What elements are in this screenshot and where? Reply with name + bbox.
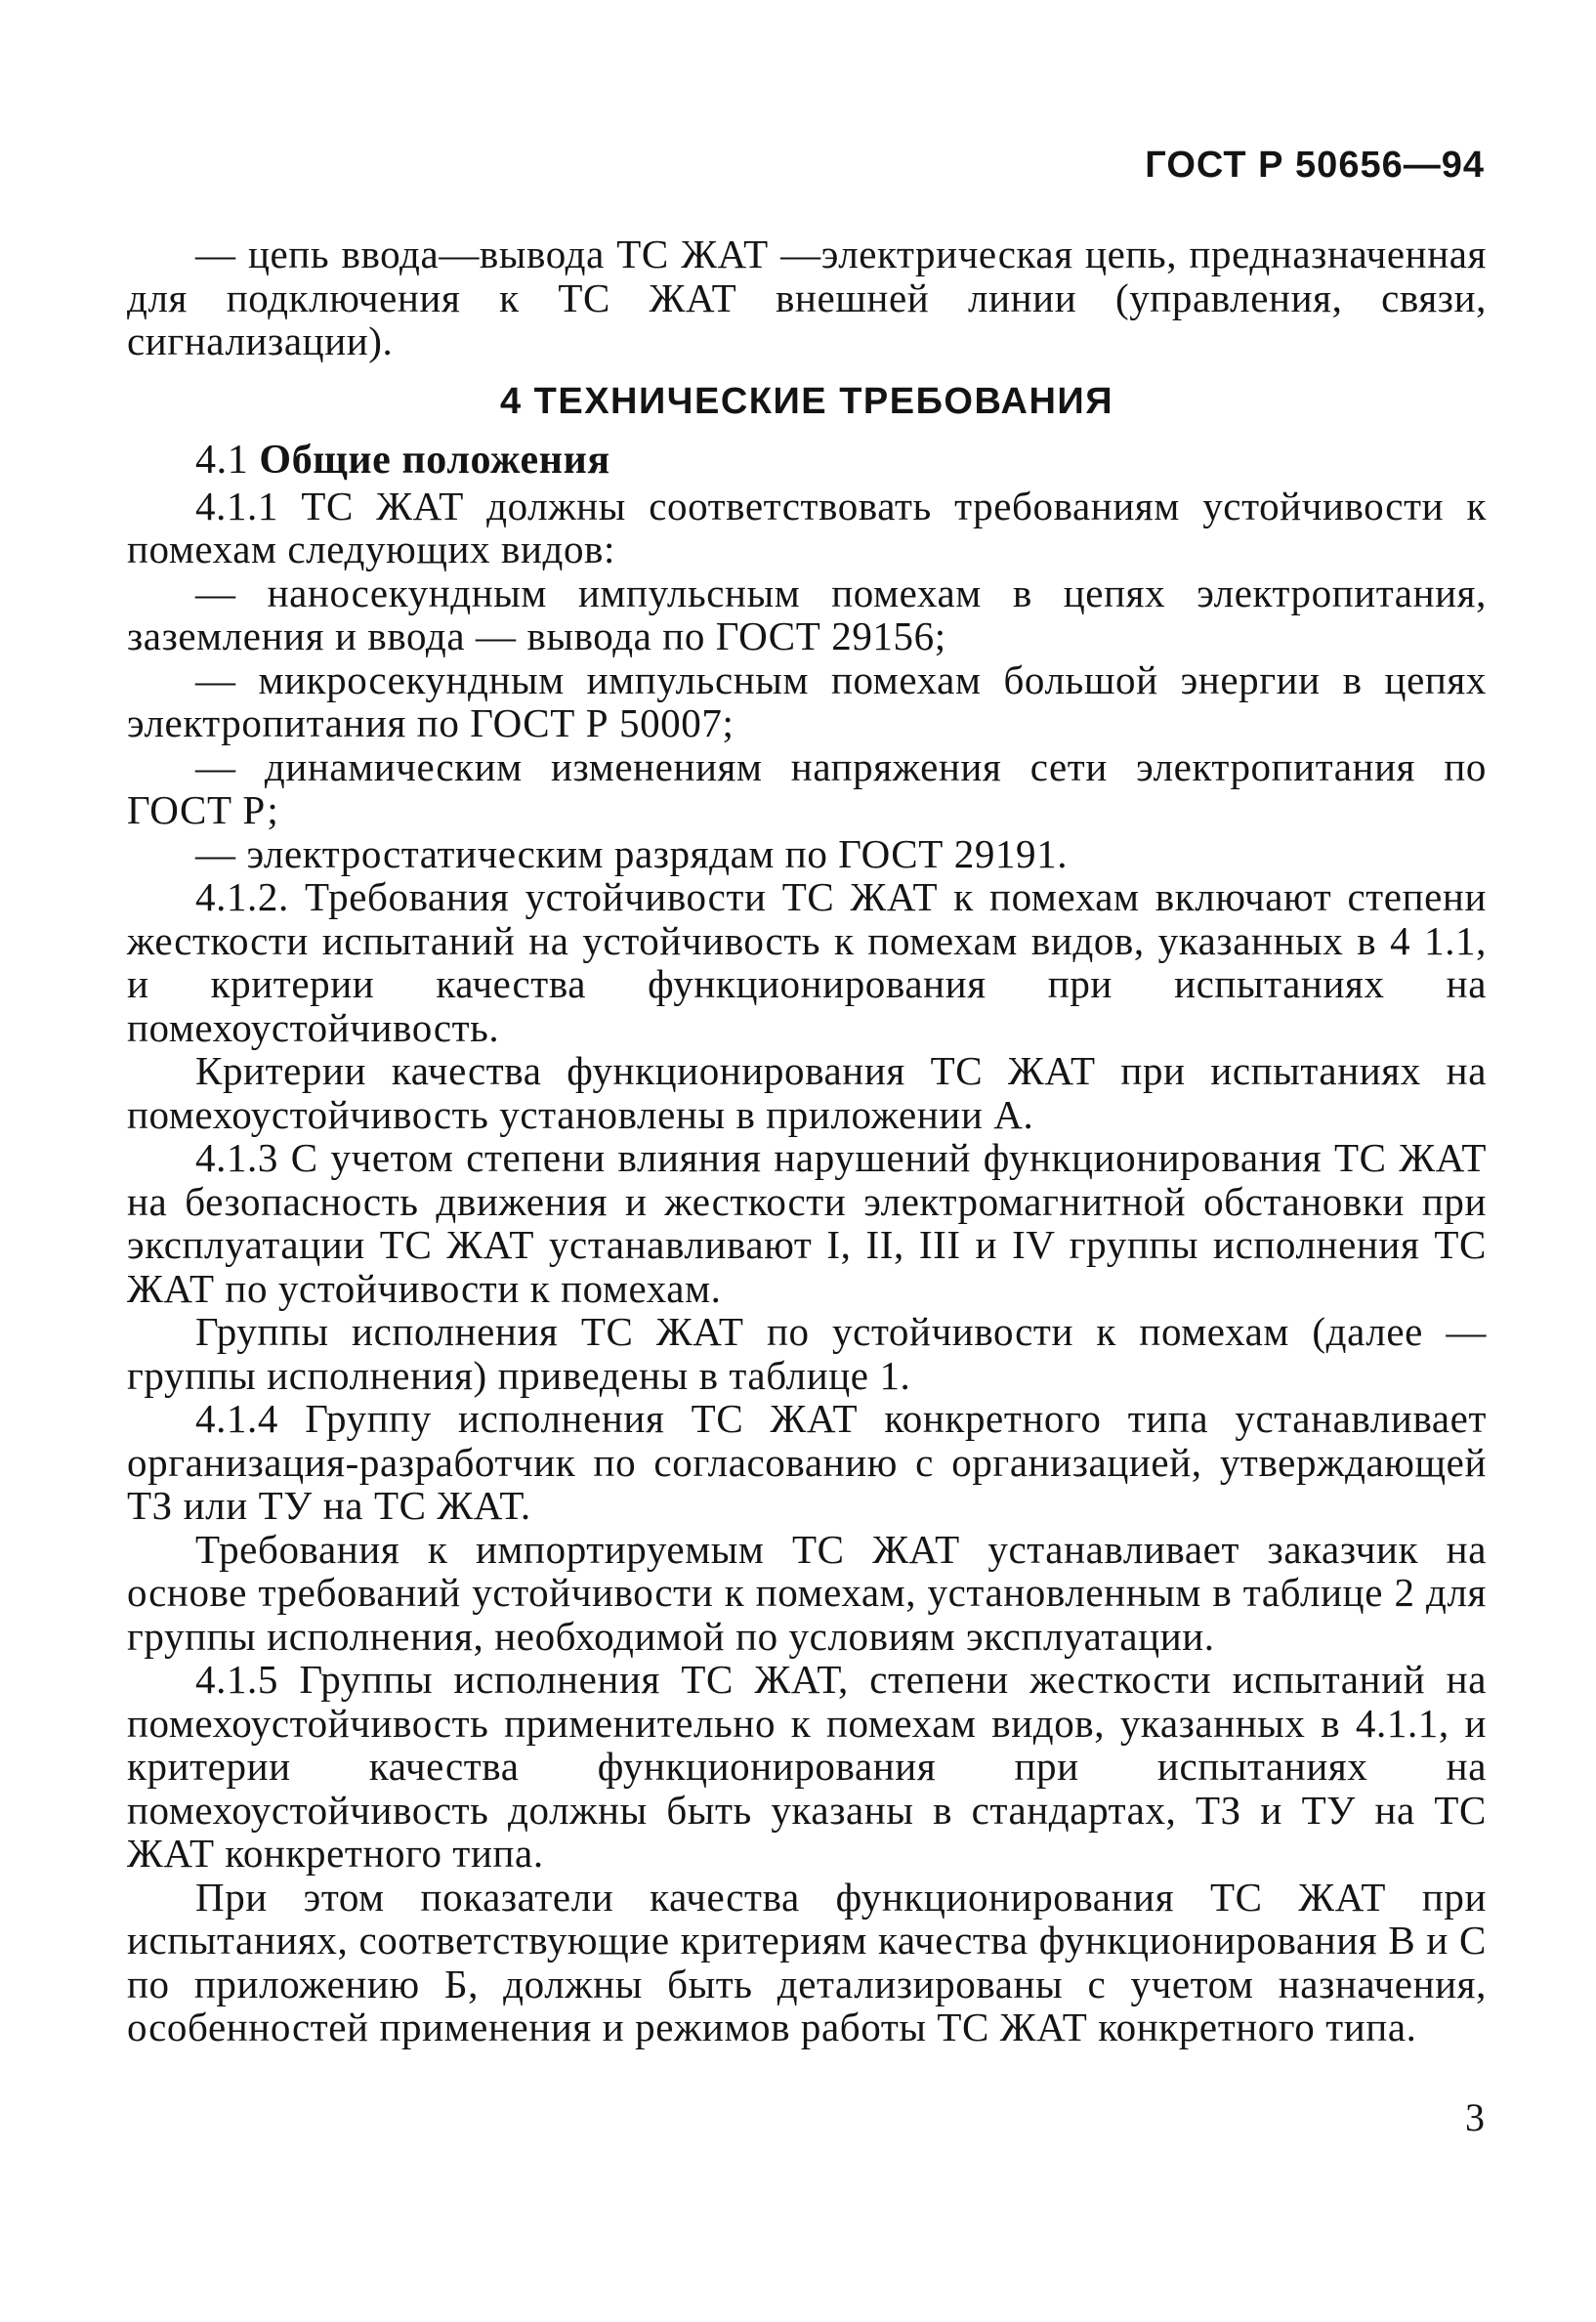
list-item: — микросекундным импульсным помехам большой энергии в цепях электропитания по ГОСТ Р 50007; (127, 656, 1487, 745)
document-body (127, 232, 1487, 2049)
page-number: 3 (1465, 2095, 1485, 2139)
paragraph: 4.1.3 С учетом степени влияния нарушений функционирования ТС ЖАТ на безопасность движения и жесткости электромагнитной обстановки при эксплуатации ТС ЖАТ устанавливают I, II, III и IV группы исполнения ТС ЖАТ по устойчивости к помехам. (127, 1135, 1487, 1311)
paragraph: 4.1.4 Группу исполнения ТС ЖАТ конкретного типа устанавливает организация-разработчик по согласованию с организацией, утверждающей ТЗ или ТУ на ТС ЖАТ. (127, 1396, 1487, 1528)
paragraph: 4.1.2. Требования устойчивости ТС ЖАТ к помехам включают степени жесткости испытаний на устойчивость к помехам видов, указанных в 4 1.1, и критерии качества функционирования при испытаниях на помехоустойчивость. (127, 874, 1487, 1050)
paragraph: 4.1.5 Группы исполнения ТС ЖАТ, степени жесткости испытаний на помехоустойчивость применительно к помехам видов, указанных в 4.1.1, и критерии качества функционирования при испытаниях на помехоустойчивость должны быть указаны в стандартах, ТЗ и ТУ на ТС ЖАТ конкретного типа. (127, 1657, 1487, 1876)
definition-paragraph: — цепь ввода—вывода ТС ЖАТ —электрическая цепь, предназначенная для подключения к ТС ЖАТ внешней линии (управления, связи, сигнализации). (127, 232, 1487, 363)
paragraph: Требования к импортируемым ТС ЖАТ устанавливает заказчик на основе требований устойчивости к помехам, установленным в таблице 2 для группы исполнения, необходимой по условиям эксплуатации. (127, 1526, 1487, 1659)
list-item: — динамическим изменениям напряжения сети электропитания по ГОСТ Р; (127, 743, 1487, 832)
paragraph: Группы исполнения ТС ЖАТ по устойчивости к помехам (далее — группы исполнения) приведены в таблице 1. (127, 1309, 1487, 1398)
paragraph: При этом показатели качества функционирования ТС ЖАТ при испытаниях, соответствующие критериям качества функционирования В и С по приложению Б, должны быть детализированы с учетом назначения, особенностей применения и режимов работы ТС ЖАТ конкретного типа. (127, 1874, 1487, 2049)
subsection-number: 4.1 (195, 437, 249, 483)
subsection-title: Общие положения (259, 437, 610, 483)
list-item: — наносекундным импульсным помехам в цепях электропитания, заземления и ввода — вывода по ГОСТ 29156; (127, 570, 1487, 658)
paragraph: 4.1.1 ТС ЖАТ должны соответствовать требованиям устойчивости к помехам следующих видов: (127, 483, 1487, 571)
paragraph: Критерии качества функционирования ТС ЖАТ при испытаниях на помехоустойчивость установлены в приложении А. (127, 1048, 1487, 1137)
standard-code-header: ГОСТ Р 50656—94 (1145, 145, 1485, 186)
section-title: 4 ТЕХНИЧЕСКИЕ ТРЕБОВАНИЯ (499, 380, 1114, 422)
list-item: — электростатическим разрядам по ГОСТ 29191. (195, 830, 1069, 876)
subsection-heading (127, 436, 1487, 485)
